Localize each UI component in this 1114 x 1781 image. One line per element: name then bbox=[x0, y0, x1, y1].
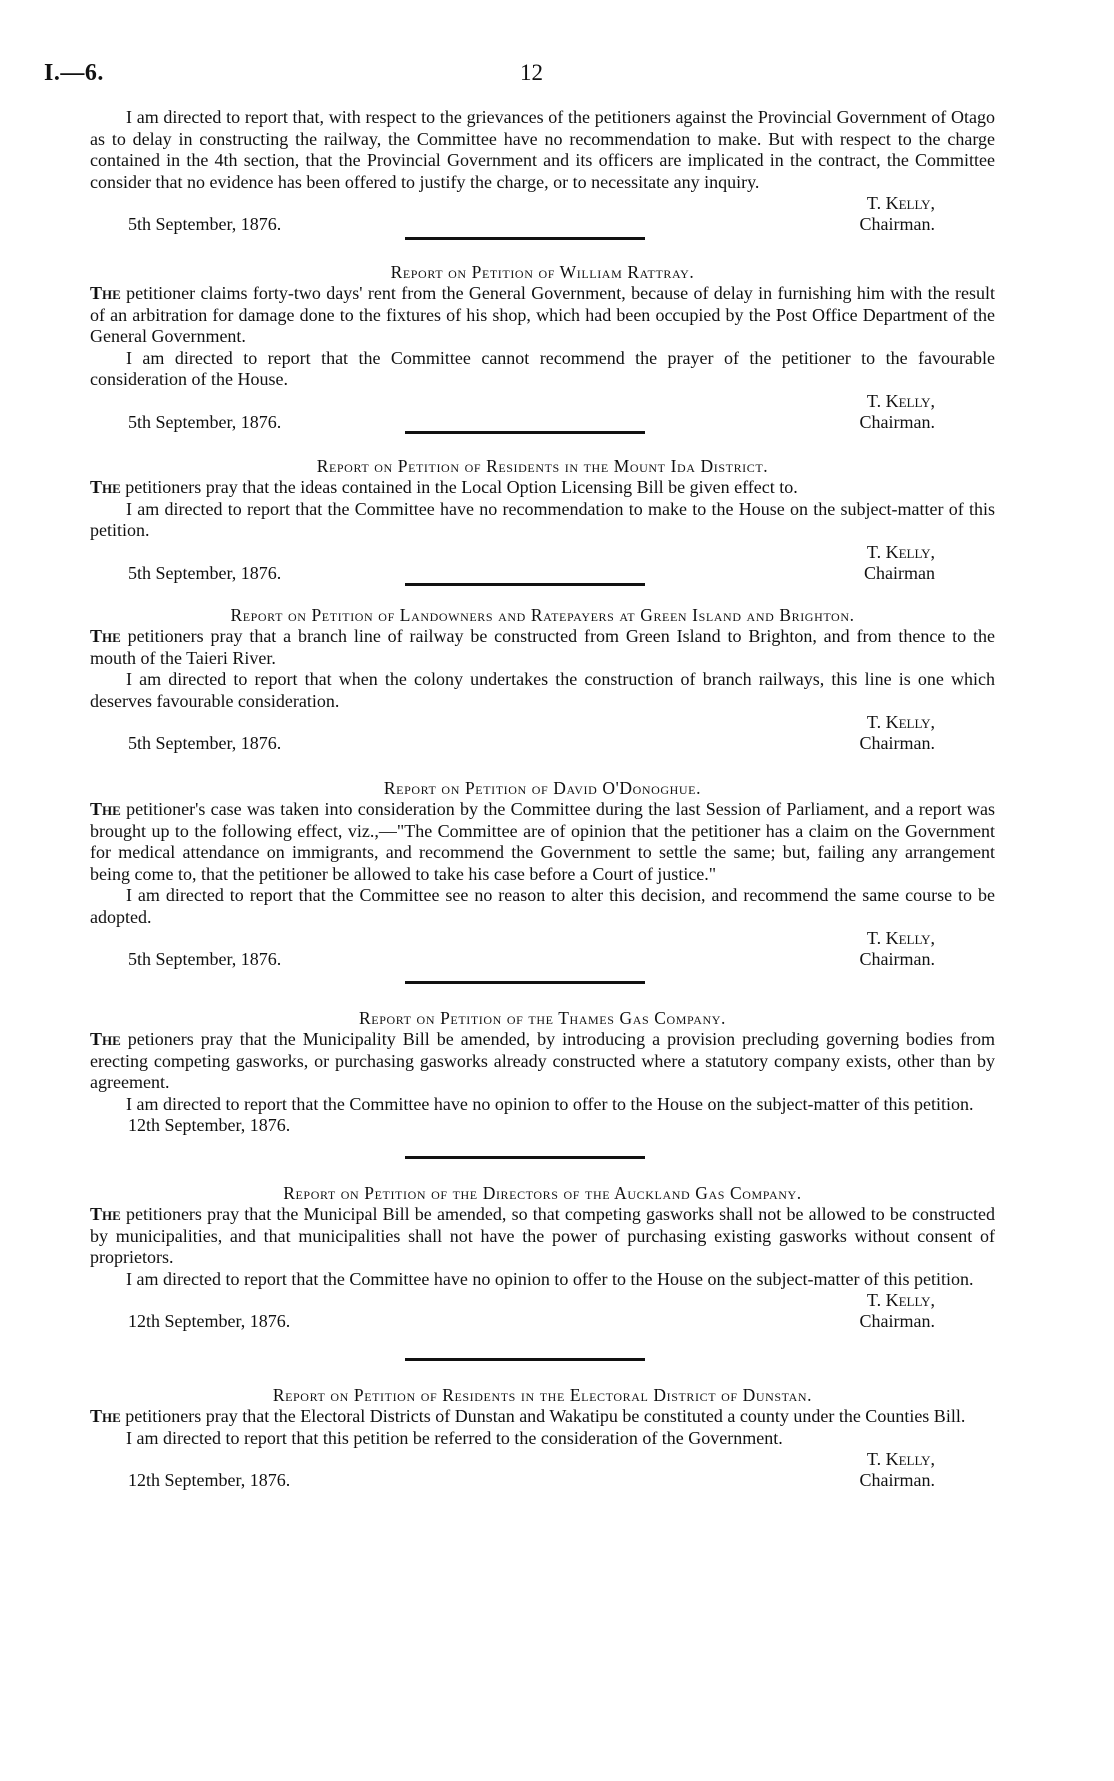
finding-text: I am directed to report that the Committee have no opinion to offer to the House on the subject-matter of this petition. bbox=[126, 1268, 974, 1289]
lead-word: The bbox=[90, 626, 121, 646]
signatory-name: T. Kelly, bbox=[866, 390, 935, 411]
report-title: Report on Petition of Residents in the Electoral District of Dunstan. bbox=[272, 1385, 813, 1405]
section-divider bbox=[405, 583, 645, 586]
signatory-role: Chairman bbox=[864, 562, 935, 583]
signatory-role: Chairman. bbox=[859, 214, 935, 234]
report-title: Report on Petition of Landowners and Ratepayers at Green Island and Brighton. bbox=[230, 605, 855, 625]
report-date: 5th September, 1876. bbox=[128, 733, 282, 753]
signatory-name: T. Kelly, bbox=[866, 712, 935, 732]
signatory-role: Chairman. bbox=[859, 949, 935, 969]
report-date: 5th September, 1876. bbox=[128, 411, 282, 432]
signature-block bbox=[90, 1290, 995, 1334]
signature-block bbox=[90, 542, 995, 586]
lead-word: The bbox=[90, 283, 121, 303]
petition-text: petitioner claims forty-two days' rent from the General Government, because of delay in furnishing him with the result of an arbitration for damage done to the fixtures of his shop, which had been occupied by the Post Office Department of the General Government. bbox=[90, 283, 996, 346]
section-divider bbox=[405, 1358, 645, 1361]
report-section bbox=[90, 605, 995, 756]
report-date: 5th September, 1876. bbox=[128, 214, 282, 234]
signatory-role: Chairman. bbox=[859, 733, 935, 753]
report-date: 5th September, 1876. bbox=[128, 562, 282, 583]
report-date: 5th September, 1876. bbox=[128, 949, 282, 969]
petition-text: petitioners pray that a branch line of railway be constructed from Green Island to Brighton, and from thence to the mouth of the Taieri River. bbox=[90, 626, 996, 668]
petition-text: petioners pray that the Municipality Bill be amended, by introducing a provision precluding governing bodies from erecting competing gasworks, or purchasing gasworks already constructed where a statutory company exists, other than by agreement. bbox=[90, 1029, 995, 1092]
report-section bbox=[90, 1008, 995, 1139]
finding-text: I am directed to report that the Committee see no reason to alter this decision, and recommend the same course to be adopted. bbox=[90, 885, 995, 927]
report-title: Report on Petition of the Directors of the Auckland Gas Company. bbox=[283, 1183, 802, 1203]
series-reference: I.—6. bbox=[44, 60, 104, 86]
petition-text: petitioner's case was taken into consideration by the Committee during the last Session of Parliament, and a report was brought up to the following effect, viz.,—"The Committee are of opinion that the petitioner has a claim on the Government for medical attendance on immigrants, and recommend the Government to settle the same; but, failing any arrangement being come to, that the petitioner be allowed to take his case before a Court of justice." bbox=[90, 799, 996, 884]
signature-block bbox=[90, 391, 995, 435]
report-section bbox=[90, 262, 995, 435]
finding-text: I am directed to report that when the colony undertakes the construction of branch railways, this line is one which deserves favourable consideration. bbox=[90, 669, 995, 711]
report-title: Report on Petition of William Rattray. bbox=[390, 262, 695, 282]
finding-text: I am directed to report that this petition be referred to the consideration of the Government. bbox=[126, 1427, 783, 1448]
report-date: 12th September, 1876. bbox=[128, 1470, 291, 1490]
lead-word: The bbox=[90, 799, 121, 819]
report-section bbox=[90, 778, 995, 972]
signatory-name: T. Kelly, bbox=[866, 1449, 935, 1469]
signatory-name: T. Kelly, bbox=[866, 541, 935, 562]
finding-text: I am directed to report that the Committee have no recommendation to make to the House on the subject-matter of this petition. bbox=[90, 498, 995, 540]
intro-section bbox=[90, 107, 995, 237]
signature-block bbox=[90, 1449, 995, 1493]
petition-text: petitioners pray that the ideas contained in the Local Option Licensing Bill be given effect to. bbox=[125, 477, 798, 497]
signatory-name: T. Kelly, bbox=[866, 193, 935, 213]
lead-word: The bbox=[90, 477, 121, 497]
report-title: Report on Petition of David O'Donoghue. bbox=[383, 778, 702, 798]
lead-word: The bbox=[90, 1204, 121, 1224]
signatory-role: Chairman. bbox=[859, 411, 935, 432]
report-date: 12th September, 1876. bbox=[128, 1115, 291, 1135]
signature-block bbox=[90, 712, 995, 756]
petition-text: petitioners pray that the Electoral Districts of Dunstan and Wakatipu be constituted a county under the Counties Bill. bbox=[125, 1406, 966, 1426]
signatory-role: Chairman. bbox=[859, 1311, 935, 1331]
report-section bbox=[90, 1183, 995, 1334]
intro-paragraph: I am directed to report that, with respect to the grievances of the petitioners against the Provincial Government of Otago as to delay in constructing the railway, the Committee have no recommendation to make. But with respect to the charge contained in the 4th section, that the Provincial Government and its officers are implicated in the contract, the Committee consider that no evidence has been offered to justify the charge, or to necessitate any inquiry. bbox=[90, 107, 995, 192]
signatory-name: T. Kelly, bbox=[866, 1290, 935, 1310]
signature-block bbox=[90, 1115, 995, 1139]
report-section bbox=[90, 456, 995, 586]
finding-text: I am directed to report that the Committee have no opinion to offer to the House on the subject-matter of this petition. bbox=[126, 1093, 974, 1114]
lead-word: The bbox=[90, 1029, 121, 1049]
section-divider bbox=[405, 237, 645, 240]
petition-text: petitioners pray that the Municipal Bill be amended, so that competing gasworks shall not be allowed to be constructed by municipalities, and that municipalities shall not have the power of purchasing existing gasworks without consent of proprietors. bbox=[90, 1204, 996, 1267]
section-divider bbox=[405, 431, 645, 434]
signature-block bbox=[90, 928, 995, 972]
report-title: Report on Petition of the Thames Gas Company. bbox=[359, 1008, 726, 1028]
signatory-name: T. Kelly, bbox=[866, 928, 935, 948]
signatory-role: Chairman. bbox=[859, 1470, 935, 1490]
signature-block bbox=[90, 193, 995, 237]
report-date: 12th September, 1876. bbox=[128, 1311, 291, 1331]
section-divider bbox=[405, 981, 645, 984]
section-divider bbox=[405, 1156, 645, 1159]
report-section bbox=[90, 1385, 995, 1493]
report-title: Report on Petition of Residents in the Mount Ida District. bbox=[316, 456, 769, 476]
finding-text: I am directed to report that the Committee cannot recommend the prayer of the petitioner to the favourable consideration of the House. bbox=[90, 347, 995, 389]
page-number: 12 bbox=[520, 60, 543, 85]
lead-word: The bbox=[90, 1406, 121, 1426]
